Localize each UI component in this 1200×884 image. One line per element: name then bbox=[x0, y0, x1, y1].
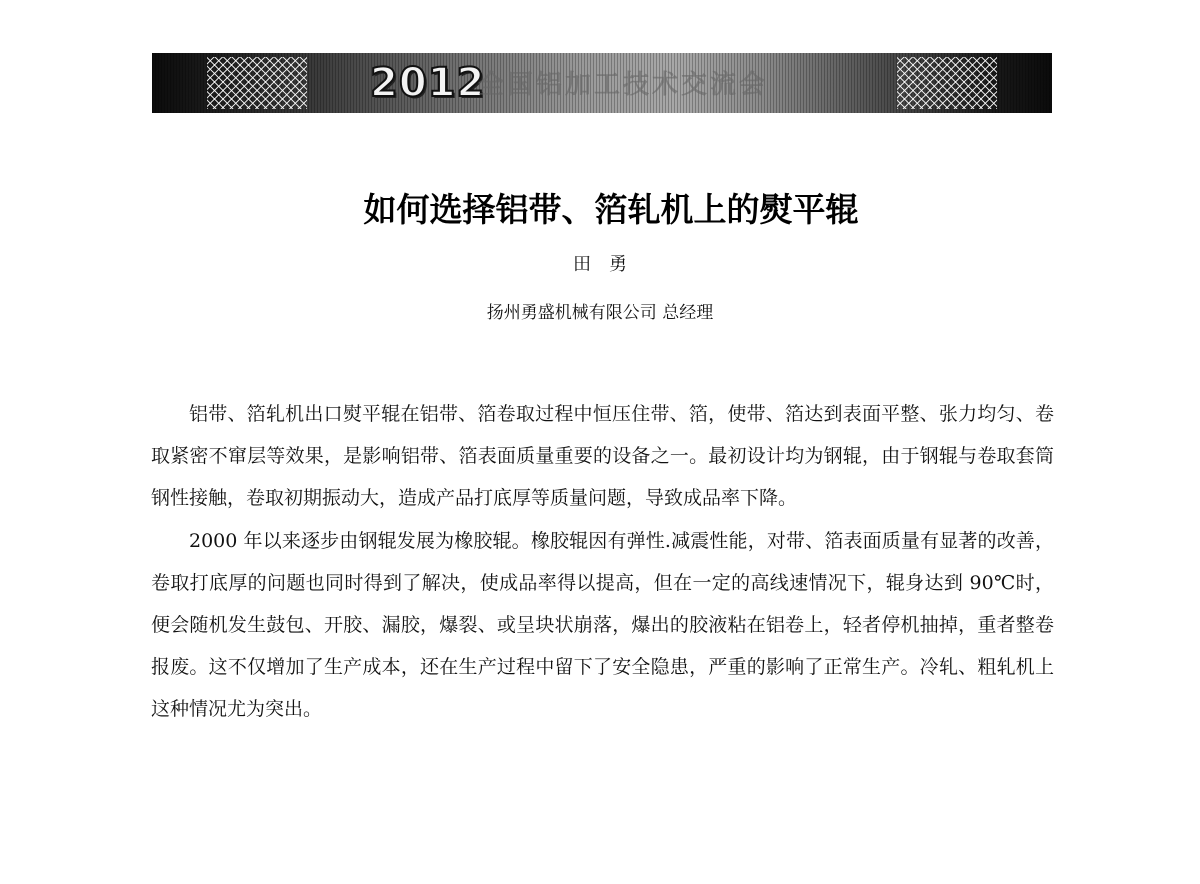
banner-year: 2012 bbox=[370, 60, 486, 106]
banner-subtitle: 全国铝加工技术交流会 bbox=[478, 70, 769, 100]
author-affiliation: 扬州勇盛机械有限公司 总经理 bbox=[486, 303, 714, 323]
banner-pattern-right bbox=[897, 57, 997, 109]
body-paragraph-1: 铝带、箔轧机出口熨平辊在铝带、箔卷取过程中恒压住带、箔，使带、箔达到表面平整、张力均匀、卷取紧密不窜层等效果，是影响铝带、箔表面质量重要的设备之一。最初设计均为钢辊，由于钢辊与卷取套筒钢性接触，卷取初期振动大，造成产品打底厚等质量问题，导致成品率下降。 bbox=[151, 403, 1054, 510]
article-author: 田勇 bbox=[573, 254, 645, 275]
article-body bbox=[151, 393, 1054, 731]
body-paragraph-2: 2000 年以来逐步由钢辊发展为橡胶辊。橡胶辊因有弹性.减震性能，对带、箔表面质量有显著的改善，卷取打底厚的问题也同时得到了解决，使成品率得以提高，但在一定的高线速情况下，辊身达到 90℃时，便会随机发生鼓包、开胶、漏胶，爆裂、或呈块状崩落，爆出的胶液粘在铝卷上，轻者停机抽掉，重者整卷报废。这不仅增加了生产成本，还在生产过程中留下了安全隐患，严重的影响了正常生产。冷轧、粗轧机上这种情况尤为突出。 bbox=[151, 529, 1054, 721]
article-title: 如何选择铝带、箔轧机上的熨平辊 bbox=[363, 190, 859, 229]
banner-pattern-left bbox=[207, 57, 307, 109]
conference-banner bbox=[152, 53, 1052, 113]
